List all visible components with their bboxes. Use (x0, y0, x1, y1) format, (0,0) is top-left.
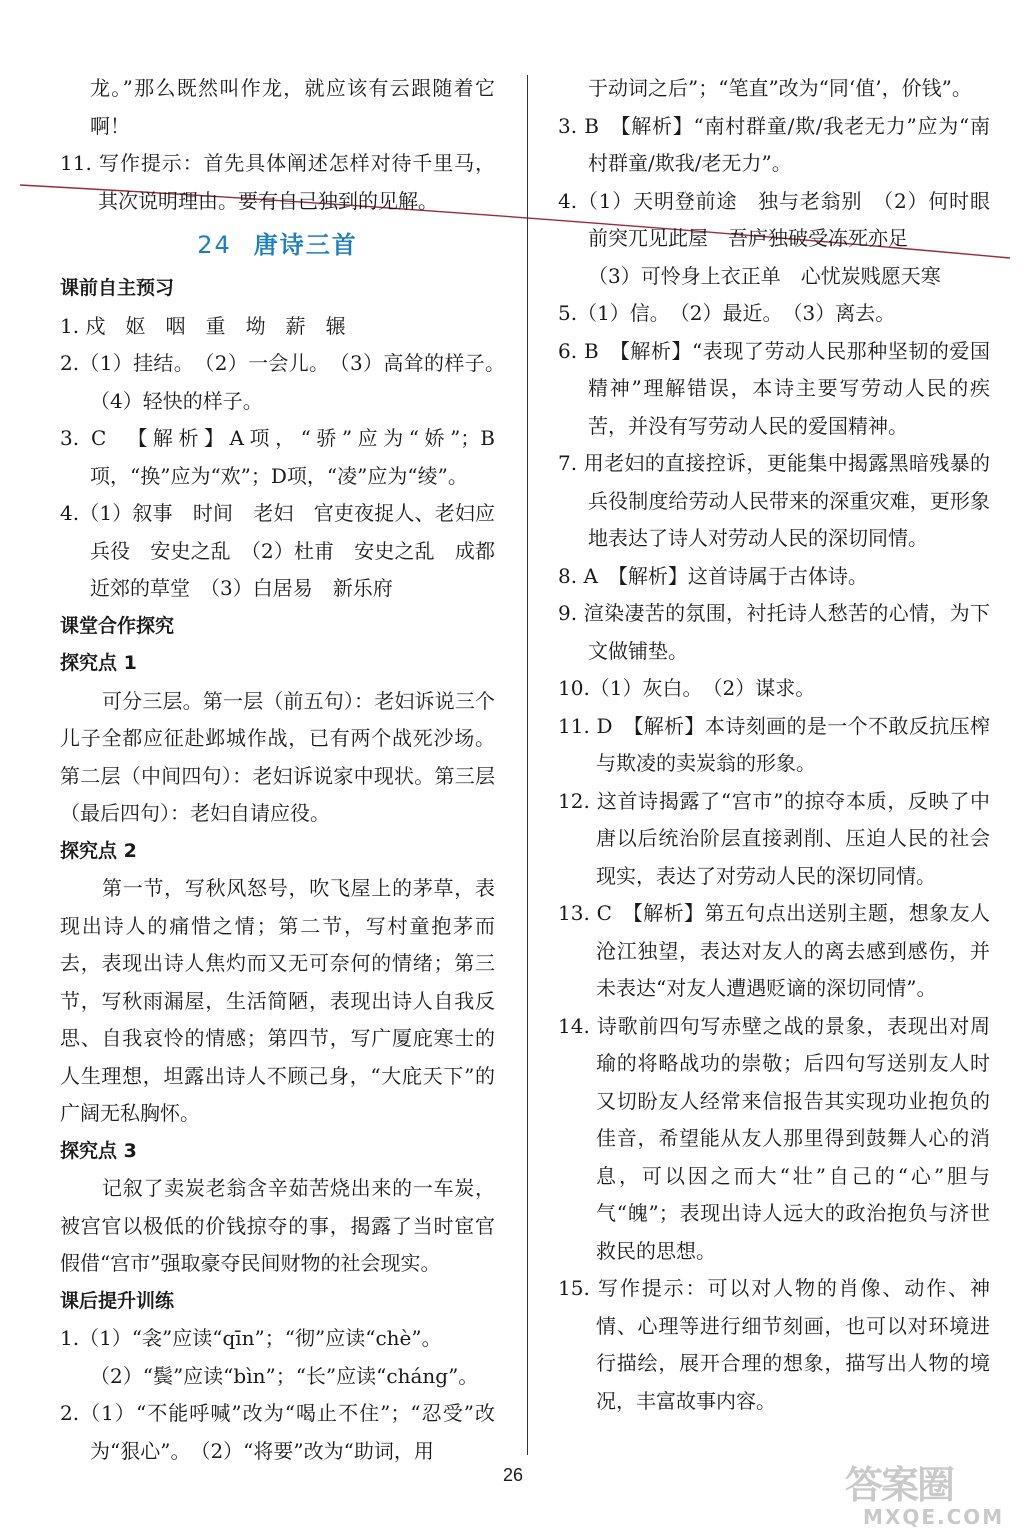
watermark-url: MXQE.COM (863, 1505, 1005, 1529)
section-title (60, 220, 495, 270)
answer-8: 8. A 【解析】这首诗属于古体诗。 (558, 563, 868, 588)
preview-answer-1: 1. 戍 妪 咽 重 坳 薪 辗 (60, 313, 346, 338)
answer-4: 4.（1）天明登前途 独与老翁别 （2）何时眼前突兀见此屋 吾庐独破受冻死亦足 (558, 188, 990, 250)
answer-13: 13. C 【解析】第五句点出送别主题，想象友人沧江独望，表达对友人的离去感到感伤，并未表达“对友人遭遇贬谪的深切同情”。 (558, 901, 990, 1000)
preview-answer-4: 4.（1）叙事 时间 老妇 官吏夜捉人、老妇应兵役 安史之乱 （2）杜甫 安史之乱 成都近郊的草堂 （3）白居易 新乐府 (60, 501, 495, 600)
preview-answer-2: 2.（1）挂结。 （2）一会儿。 （3）高耸的样子。 （4）轻快的样子。 (60, 351, 515, 413)
heading-class: 课堂合作探究 (60, 614, 175, 637)
heading-after-class: 课后提升训练 (60, 1289, 175, 1312)
answer-12: 12. 这首诗揭露了“宫市”的掠夺本质，反映了中唐以后统治阶层直接剥削、压迫人民的社会现实，表达了对劳动人民的深切同情。 (558, 788, 990, 888)
answer-14: 14. 诗歌前四句写赤壁之战的景象，表现出对周瑜的将略战功的崇敬；后四句写送别友人时又切盼友人经常来信报告其实现功业抱负的佳音，希望能从友人那里得到鼓舞人心的消息，可以因之而大“壮”自己的“心”胆与气“魄”；表现出诗人远大的政治抱负与济世救民的思想。 (558, 1013, 990, 1263)
answer-2-continued: 于动词之后”；“笔直”改为“同‘值’，价钱”。 (588, 76, 972, 100)
after-answer-2: 2.（1）“不能呼喊”改为“喝止不住”；“忍受”改为“狠心”。 （2）“将要”改为“助词，用 (60, 1401, 495, 1463)
column-divider (527, 75, 528, 1455)
preview-answer-3: 3. C 【解析】A项，“骄”应为“娇”；B项，“换”应为“欢”；D项，“凌”应为“绫”。 (60, 426, 495, 488)
explore-point-1-text: 可分三层。第一层（前五句）：老妇诉说三个儿子全都应征赴邺城作战，已有两个战死沙场。第二层（中间四句）：老妇诉说家中现状。第三层（最后四句）：老妇自请应役。 (60, 688, 495, 825)
right-column (558, 70, 990, 1420)
answer-11: 11. 写作提示：首先具体阐述怎样对待千里马，其次说明理由。要有自己独到的见解。 (60, 151, 495, 213)
heading-preview: 课前自主预习 (60, 277, 175, 299)
left-column (60, 70, 515, 1470)
page-number: 26 (502, 1465, 524, 1485)
after-answer-1b: （2）“鬓”应读“bìn”；“长”应读“cháng”。 (90, 1363, 479, 1388)
answer-11: 11. D 【解析】本诗刻画的是一个不敢反抗压榨与欺凌的卖炭翁的形象。 (558, 713, 990, 775)
answer-4b: （3）可怜身上衣正单 心忧炭贱愿天寒 (588, 263, 941, 288)
explore-point-1: 探究点 1 (60, 652, 137, 674)
watermark-logo (845, 1465, 1015, 1535)
answer-10-continued: 龙。”那么既然叫作龙，就应该有云跟随着它啊！ (90, 76, 495, 138)
explore-point-2-text: 第一节，写秋风怒号，吹飞屋上的茅草，表现出诗人的痛惜之情；第二节，写村童抱茅而去，表现出诗人焦灼而又无可奈何的情绪；第三节，写秋雨漏屋，生活简陋，表现出诗人自我反思、自我哀怜的情感；第四节，写广厦庇寒士的人生理想，坦露出诗人不顾己身，“大庇天下”的广阔无私胸怀。 (60, 876, 495, 1125)
answer-5: 5.（1）信。 （2）最近。 （3）离去。 (558, 301, 896, 325)
after-answer-1: 1.（1）“衾”应读“qīn”；“彻”应读“chè”。 (60, 1326, 442, 1350)
explore-point-2: 探究点 2 (60, 839, 137, 862)
answer-10: 10.（1）灰白。 （2）谋求。 (558, 676, 816, 700)
answer-3: 3. B 【解析】“南村群童/欺/我老无力”应为“南村群童/欺我/老无力”。 (558, 113, 990, 175)
watermark-text: 答案圈 (845, 1463, 954, 1507)
answer-15: 15. 写作提示：可以对人物的肖像、动作、神情、心理等进行细节刻画，也可以对环境进行描绘，展开合理的想象，描写出人物的境况，丰富故事内容。 (558, 1276, 990, 1413)
answer-9: 9. 渲染凄苦的氛围，衬托诗人愁苦的心情，为下文做铺垫。 (558, 601, 990, 663)
section-number: 24 (197, 231, 232, 259)
answer-6: 6. B 【解析】“表现了劳动人民那种坚韧的爱国精神”理解错误，本诗主要写劳动人民的疾苦，并没有写劳动人民的爱国精神。 (558, 338, 990, 438)
explore-point-3-text: 记叙了卖炭老翁含辛茹苦烧出来的一车炭，被宫官以极低的价钱掠夺的事，揭露了当时宦官假借“宫市”强取豪夺民间财物的社会现实。 (60, 1176, 495, 1275)
section-title-text: 唐诗三首 (253, 231, 358, 259)
answer-7: 7. 用老妇的直接控诉，更能集中揭露黑暗残暴的兵役制度给劳动人民带来的深重灾难，更形象地表达了诗人对劳动人民的深切同情。 (558, 451, 990, 550)
explore-point-3: 探究点 3 (60, 1139, 137, 1162)
